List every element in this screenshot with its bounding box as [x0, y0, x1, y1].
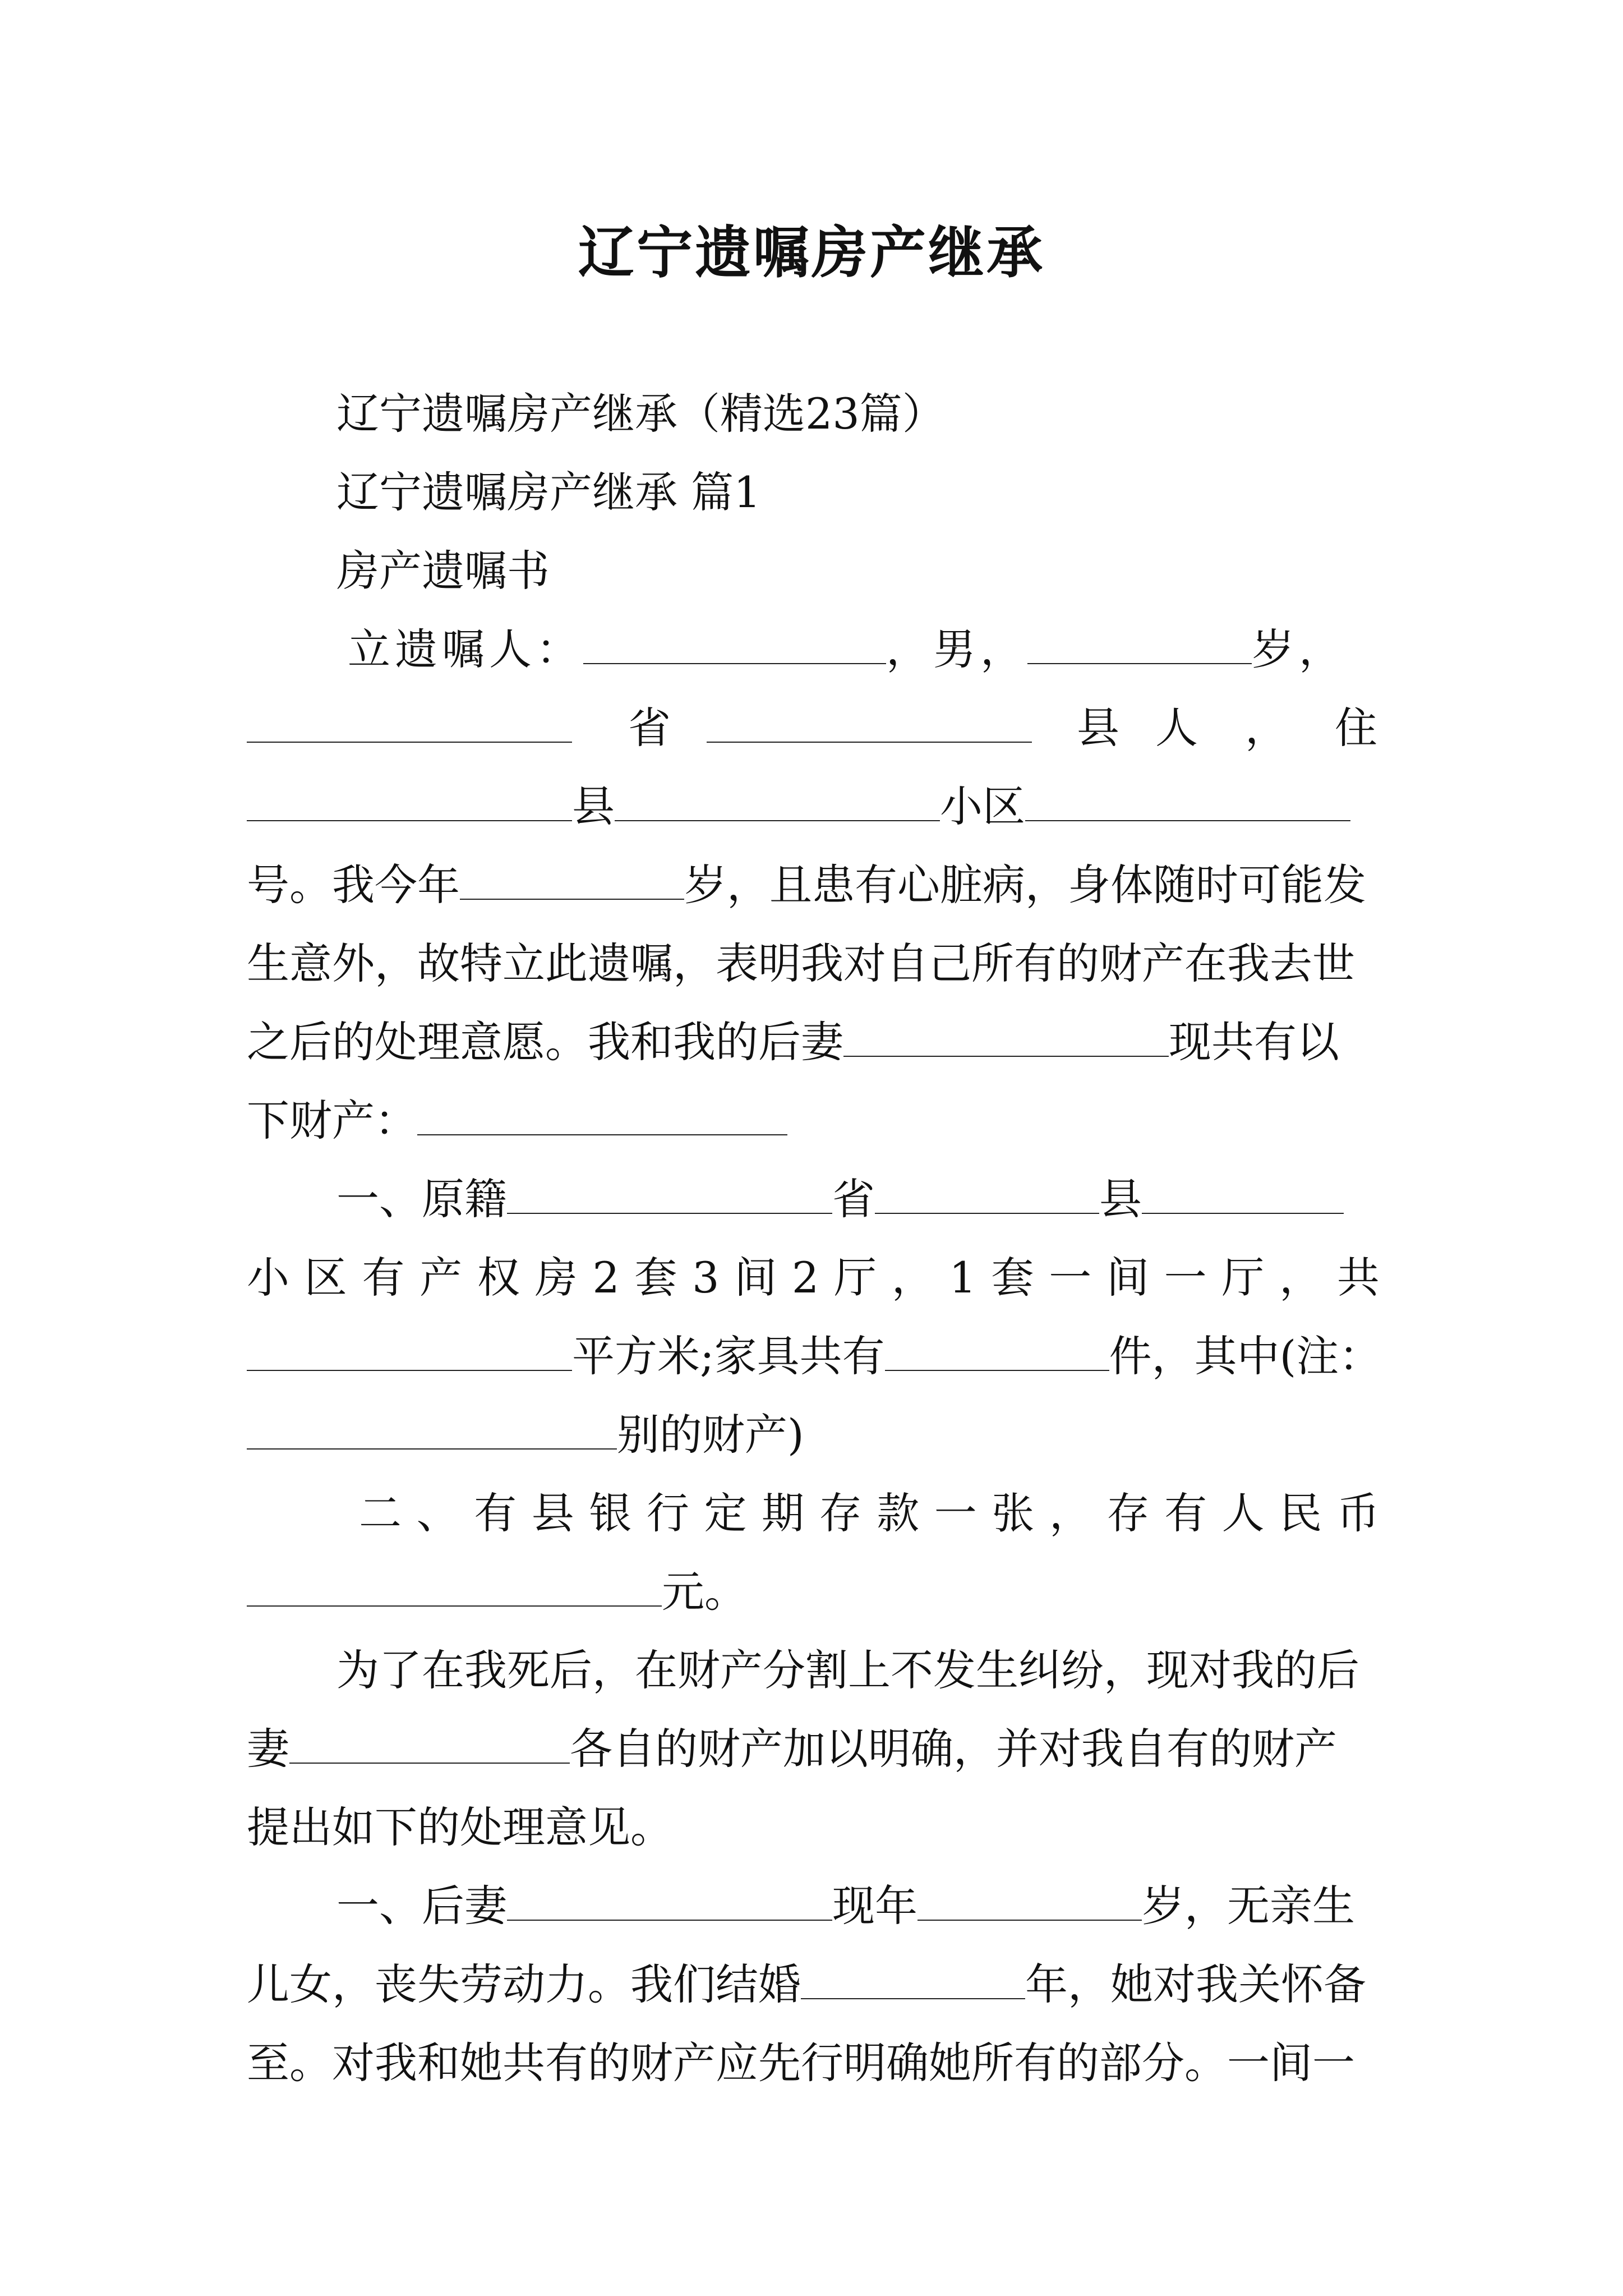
- p3-line-2: 元。: [247, 1565, 747, 1619]
- p5-line-1: 一、后妻 现年 岁，无亲生: [336, 1879, 1355, 1933]
- blank-origin-province: [507, 1172, 832, 1214]
- subtitle: 辽宁遗嘱房产继承（精选23篇）: [336, 389, 945, 439]
- blank-age: [1027, 623, 1252, 664]
- blank-current-age: [460, 858, 684, 900]
- p4-line-1: 为了在我死后，在财产分割上不发生纠纷，现对我的后: [336, 1645, 1359, 1695]
- blank-wife-name-2: [289, 1722, 570, 1764]
- blank-property: [417, 1094, 787, 1135]
- blank-wife-name-3: [507, 1879, 832, 1921]
- blank-deposit-amount: [247, 1565, 662, 1607]
- p2-line-2: 小 区 有 产 权 房 2 套 3 间 2 厅 ， 1 套 一 间 一 厅 ， 共: [247, 1253, 1380, 1303]
- section-heading: 辽宁遗嘱房产继承 篇1: [336, 467, 761, 517]
- p4-line-3: 提出如下的处理意见。: [247, 1802, 673, 1852]
- blank-testator-name: [583, 623, 886, 664]
- blank-origin-county: [875, 1172, 1099, 1214]
- blank-number: [1025, 780, 1350, 821]
- blank-residence: [247, 780, 572, 821]
- blank-county: [707, 701, 1032, 743]
- p2-line-1: 一、原籍 省 县: [336, 1172, 1344, 1226]
- p1-line-1: 立遗嘱人： ，男， 岁，: [348, 623, 1346, 677]
- blank-area-sqm: [247, 1329, 572, 1371]
- blank-wife-age: [917, 1879, 1142, 1921]
- p4-line-2: 妻 各自的财产加以明确，并对我自有的财产: [247, 1722, 1337, 1776]
- p1-line-4: 号。我今年 岁，且患有心脏病，身体随时可能发: [247, 858, 1366, 912]
- blank-origin-area: [1142, 1172, 1344, 1214]
- document-title: 辽宁遗嘱房产继承: [578, 219, 1045, 286]
- p2-line-4: 别的财产): [247, 1408, 804, 1462]
- p5-line-3: 至。对我和她共有的财产应先行明确她所有的部分。一间一: [247, 2038, 1355, 2088]
- p2-line-3: 平方米;家具共有 件，其中(注：: [247, 1329, 1381, 1383]
- p1-line-5: 生意外，故特立此遗嘱，表明我对自己所有的财产在我去世: [247, 938, 1355, 988]
- blank-other-property: [247, 1408, 617, 1450]
- blank-furniture-count: [885, 1329, 1109, 1371]
- blank-area: [615, 780, 940, 821]
- testator-label: 立遗嘱人：: [348, 624, 583, 674]
- p3-line-1: 二 、 有 县 银 行 定 期 存 款 一 张 ， 存 有 人 民 币: [359, 1488, 1380, 1538]
- will-title: 房产遗嘱书: [336, 546, 550, 596]
- p5-line-2: 儿女，丧失劳动力。我们结婚 年，她对我关怀备: [247, 1958, 1366, 2012]
- blank-wife-name: [843, 1015, 1169, 1057]
- p1-line-7: 下财产：: [247, 1094, 787, 1148]
- blank-years-married: [801, 1958, 1025, 1999]
- document-page: 辽宁遗嘱房产继承 辽宁遗嘱房产继承（精选23篇） 辽宁遗嘱房产继承 篇1 房产遗嘱书 立遗嘱人： ，男， 岁， 省 县 人 ， 住 县 小区 号。我今年 岁，且患有心脏病，身体随时可能发 生意外，故特立此遗嘱，表明我对自己所有的财产在我去世 之后的处理意愿。我和我的后妻 现共有以 下财产： 一、原籍 省 县 小 区 有 产 权 房 2 套 3 间 2 厅 ， 1 套 一 间 一 厅 ， 共 平方米;家具共有 件，其中(注： 别的财产) 二 、 有 县 银 行 定 期 存 款 一 张 ， 存 有 人 民 币 元。 为了在我死后，在财产分割上不发生纠纷，现对我的后 妻 各自的财产加以明确，并对我自有的财产 提出如下的处理意见。 一、后妻 现年 岁，无亲生 儿女，丧失劳动力。我们结婚 年，她对我关怀备 至。对我和她共有的财产应先行明确她所有的部分。一间一: [0, 0, 1623, 2296]
- p1-line-3: 县 小区: [247, 780, 1350, 834]
- p1-line-6: 之后的处理意愿。我和我的后妻 现共有以: [247, 1015, 1339, 1069]
- blank-province: [247, 701, 572, 743]
